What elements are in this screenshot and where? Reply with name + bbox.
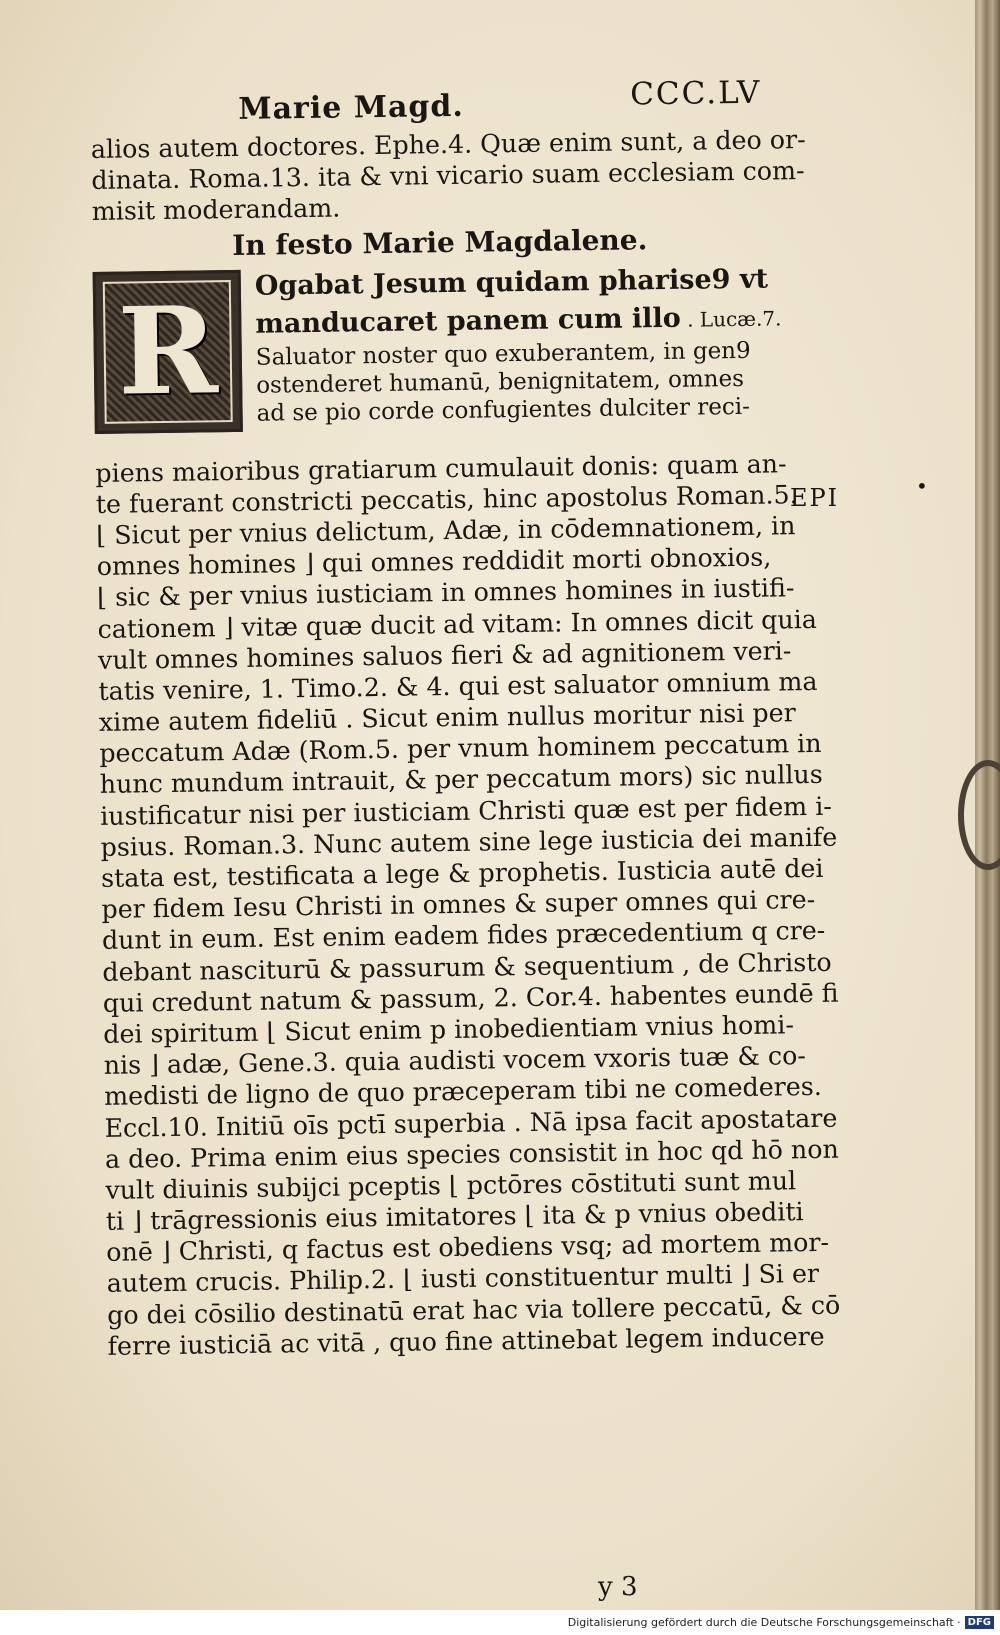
text-line: a deo. Prima enim eius species consistit in hoc qd hō non [104, 1134, 839, 1174]
text-line: stata est, testificata a lege & prophetis. Iusticia autē dei [100, 853, 824, 893]
text-line: dinata. Roma.13. ita & vni vicario suam ecclesiam com- [91, 156, 805, 196]
margin-dot: • [916, 474, 928, 498]
text-line: dei spiritum ⌊ Sicut enim p inobedientiam vnius homi- [103, 1010, 795, 1049]
incipit-text: Ogabat Jesum quidam pharise9 vt [254, 263, 769, 302]
footer-bar [0, 1610, 1000, 1635]
text-line: ti ⌋ trāgressionis eius imitatores ⌊ ita & p vnius obediti [105, 1197, 804, 1236]
footer-text: Digitalisierung gefördert durch die Deutsche Forschungsgemeinschaft · [567, 1616, 961, 1629]
section-heading: In festo Marie Magdalene. [232, 222, 648, 262]
text-line: per fidem Iesu Christi in omnes & super omnes qui cre- [101, 885, 816, 925]
text-line: ad se pio corde confugientes dulciter reci- [256, 393, 751, 427]
text-line: ferre iusticiā ac vitā , quo fine attinebat legem inducere [107, 1321, 825, 1361]
incipit-text: manducaret panem cum illo [255, 302, 681, 340]
incipit-ref: . Lucæ.7. [680, 305, 782, 332]
text-line: autem crucis. Philip.2. ⌊ iusti constituentur multi ⌋ Si er [106, 1259, 820, 1299]
text-line: ⌊ Sicut per vnius delictum, Adæ, in cōdemnationem, in [96, 511, 796, 550]
text-line: misit moderandam. [91, 193, 341, 227]
text-line: iustificatur nisi per iusticiam Christi quæ est per fidem i- [100, 791, 833, 831]
text-line: ⌊ sic & per vnius iusticiam in omnes homines in iustifi- [96, 573, 795, 613]
text-line: vult omnes homines saluos fieri & ad agnitionem veri- [97, 635, 792, 675]
running-head-title: Marie Magd. [238, 88, 465, 127]
text-line: medisti de ligno de quo præceperam tibi ne comederes. [103, 1072, 822, 1112]
text-line: dunt in eum. Est enim eadem fides præcedentium q cre- [101, 916, 826, 956]
margin-note: EPI [790, 484, 840, 512]
initial-section [93, 259, 826, 457]
text-line: qui credunt natum & passum, 2. Cor.4. habentes eundē fi [102, 978, 839, 1018]
text-line: nis ⌋ adæ, Gene.3. quia audisti vocem vxoris tuæ & co- [103, 1041, 807, 1081]
text-line: Eccl.10. Initiū oīs pctī superbia . Nā ipsa facit apostatare [104, 1103, 838, 1143]
text-line: alios autem doctores. Ephe.4. Quæ enim sunt, a deo or- [90, 125, 806, 164]
intro-lines [91, 124, 822, 228]
text-line: psius. Roman.3. Nunc autem sine lege iusticia dei manife [100, 822, 838, 862]
text-line: go dei cōsilio destinatū erat hac via tollere peccatū, & cō [106, 1290, 841, 1330]
text-line: tatis venire, 1. Timo.2. & 4. qui est saluator omnium ma [98, 666, 818, 706]
text-block [90, 74, 841, 1362]
text-line: omnes homines ⌋ qui omnes reddidit morti obnoxios, [96, 542, 772, 582]
initial-ornament [103, 280, 233, 424]
catchword: y 3 [598, 1572, 638, 1602]
text-line: te fuerant constricti peccatis, hinc apostolus Roman.5. [95, 479, 798, 519]
text-line: vult diuinis subijci pceptis ⌊ pctōres cōstituti sunt mul [105, 1166, 797, 1205]
text-line: debant nasciturū & passurum & sequentium , de Christo [102, 947, 832, 987]
dfg-logo: DFG [965, 1616, 994, 1629]
folio-number: CCC.LV [629, 74, 762, 113]
initial-letter: R [116, 279, 219, 423]
running-head [90, 74, 821, 134]
body-text [95, 447, 841, 1362]
text-line: Saluator noster quo exuberantem, in gen9 [255, 337, 751, 371]
text-line: onē ⌋ Christi, q factus est obediens vsq; ad mortem mor- [106, 1228, 830, 1268]
text-line: xime autem fideliū . Sicut enim nullus moritur nisi per [98, 698, 796, 737]
text-line: cationem ⌋ vitæ quæ ducit ad vitam: In omnes dicit quia [97, 604, 818, 644]
initial-side-text [255, 260, 783, 427]
decorated-initial [93, 269, 243, 433]
text-line: piens maioribus gratiarum cumulauit donis: quam an- [95, 448, 787, 488]
text-line: ostenderet humanū, benignitatem, omnes [256, 365, 745, 399]
text-line: peccatum Adæ (Rom.5. per vnum hominem peccatum in [99, 729, 822, 769]
text-line: hunc mundum intrauit, & per peccatum mors) sic nullus [99, 760, 823, 800]
